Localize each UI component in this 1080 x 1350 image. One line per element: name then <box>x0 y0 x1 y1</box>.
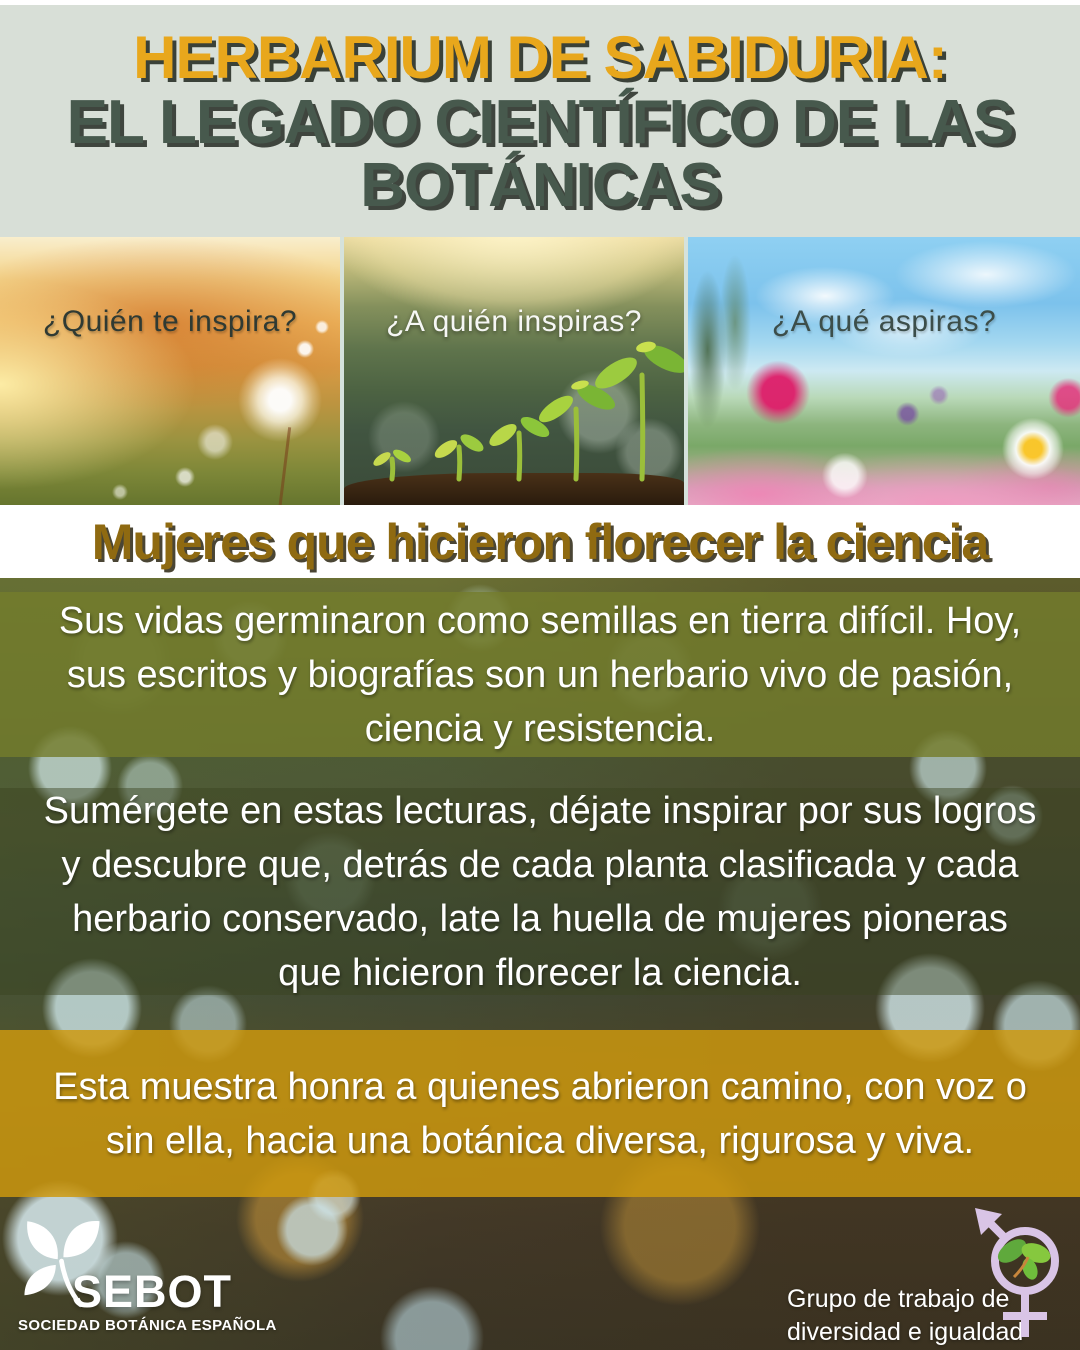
dandelion-stem <box>278 427 291 505</box>
main-title-line2: EL LEGADO CIENTÍFICO DE LAS <box>66 88 1014 157</box>
paragraph-text-1: Sus vidas germinaron como semillas en tierra difícil. Hoy, sus escritos y biografías son un herbario vivo de pasión, ciencia y resistencia. <box>58 599 1022 750</box>
diversity-group-line2: diversidad e igualdad <box>787 1318 1024 1346</box>
paragraph-block-2 <box>0 788 1080 995</box>
diversity-group-line1: Grupo de trabajo de <box>787 1285 1010 1313</box>
footer <box>0 1197 1080 1350</box>
section-title-band <box>0 505 1080 578</box>
paragraph-text-2: Sumérgete en estas lecturas, déjate inspirar por sus logros y descubre que, detrás de cada planta clasificada y cada herbario conservado, late la huella de mujeres pioneras que hicieron florecer la ciencia. <box>43 789 1037 994</box>
photo-strip <box>0 237 1080 505</box>
photo-caption-2: ¿A quién inspiras? <box>386 305 642 338</box>
section-title: Mujeres que hicieron florecer la ciencia <box>91 513 989 570</box>
paragraph-block-3 <box>0 1030 1080 1197</box>
gender-plant-icon <box>972 1205 1070 1343</box>
sebot-subtitle: SOCIEDAD BOTÁNICA ESPAÑOLA <box>18 1317 277 1334</box>
main-title-line1: HERBARIUM DE SABIDURIA: <box>133 24 947 91</box>
paragraph-text-3: Esta muestra honra a quienes abrieron camino, con voz o sin ella, hacia una botánica diversa, rigurosa y viva. <box>53 1065 1027 1162</box>
photo-caption-1: ¿Quién te inspira? <box>42 305 298 338</box>
diversity-group <box>0 1197 1080 1350</box>
header <box>0 0 1080 237</box>
photo-seedlings <box>344 237 684 505</box>
sebot-wordmark: SEBOT <box>72 1266 233 1317</box>
photo-caption-3: ¿A qué aspiras? <box>771 305 997 338</box>
bokeh-section <box>0 578 1080 1350</box>
photo-dandelion <box>0 237 340 505</box>
seedlings-icon <box>344 237 684 505</box>
main-title-line3: BOTÁNICAS <box>360 151 720 220</box>
paragraph-block-1 <box>0 592 1080 757</box>
photo-meadow <box>688 237 1080 505</box>
